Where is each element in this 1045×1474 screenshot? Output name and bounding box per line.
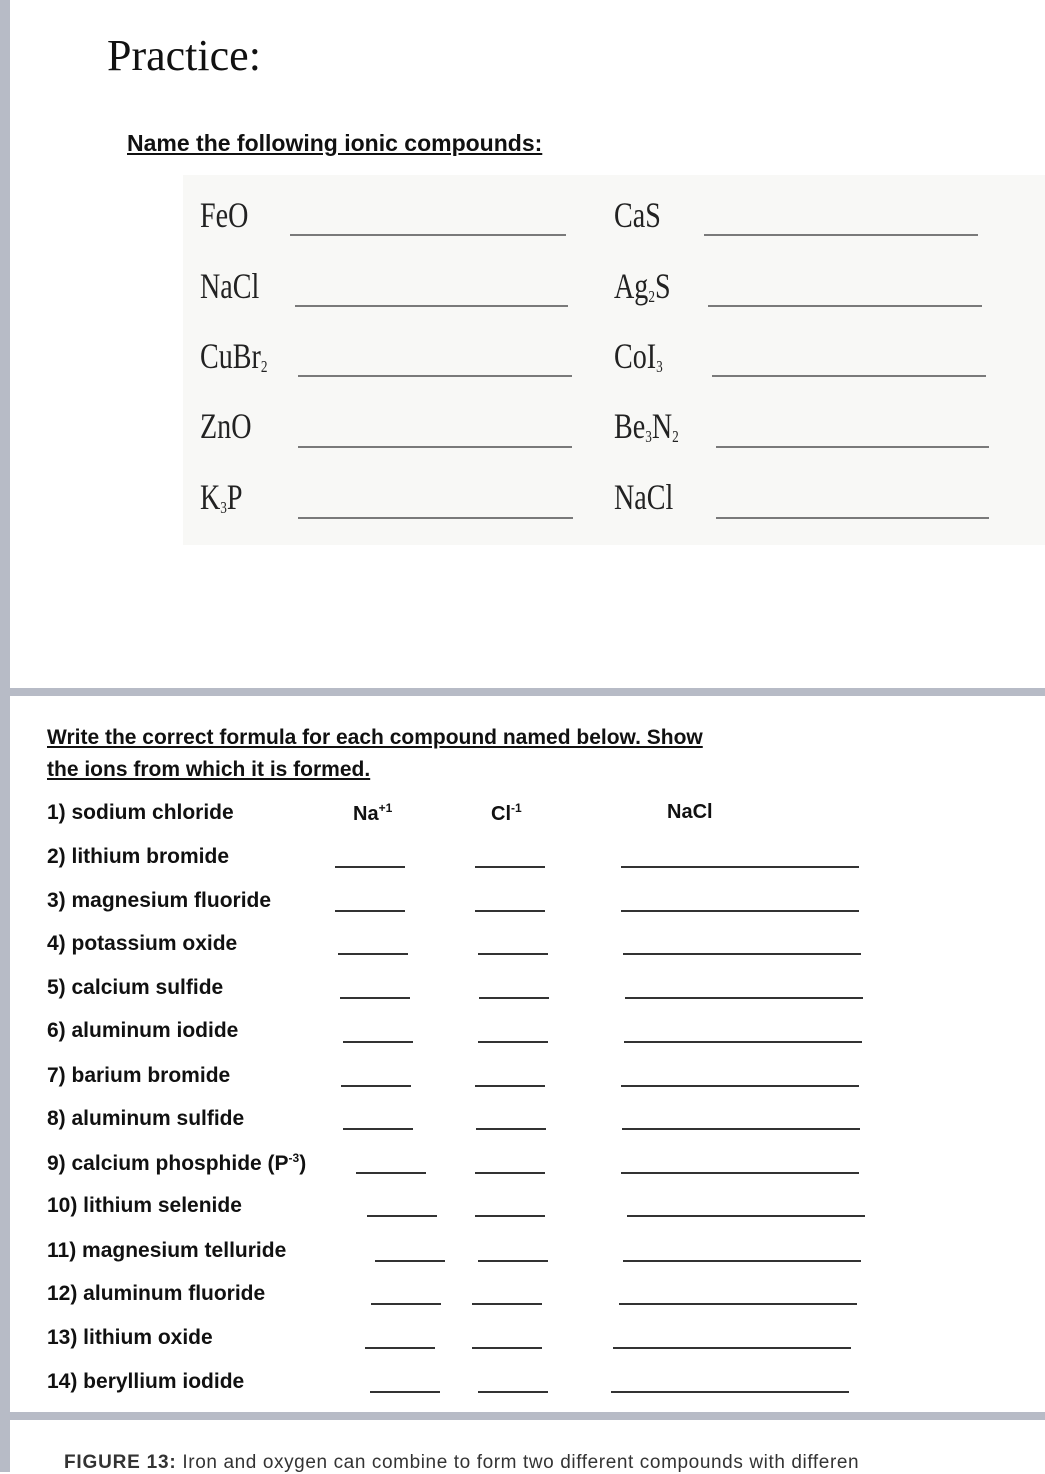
section2-heading-line1: Write the correct formula for each compound named below. Show [47, 726, 703, 749]
formula-blank[interactable] [623, 1260, 861, 1262]
formula-right-3: CoI$_3$ [614, 336, 663, 376]
item-label: 8) aluminum sulfide [47, 1107, 245, 1130]
formula-right-5: NaCl [614, 477, 674, 517]
anion-blank[interactable] [478, 1041, 548, 1043]
answer-line[interactable] [298, 446, 572, 448]
formula-right-4: $Be_3N_2$ [614, 406, 679, 446]
formula-left-3: CuBr$_2$ [200, 336, 268, 376]
page-title: Practice: [107, 31, 261, 80]
item-label: 6) aluminum iodide [47, 1019, 239, 1042]
answer-line[interactable] [704, 234, 978, 236]
cation-blank[interactable] [341, 1085, 411, 1087]
left-rail [0, 0, 10, 1472]
cation-blank[interactable] [335, 866, 405, 868]
formula-blank[interactable] [621, 910, 859, 912]
section2-heading-line2: the ions from which it is formed. [47, 758, 371, 781]
anion-blank[interactable] [475, 1172, 545, 1174]
cation-blank[interactable] [367, 1215, 437, 1217]
anion-blank[interactable] [478, 1391, 548, 1393]
item-label: 13) lithium oxide [47, 1326, 213, 1349]
section-divider [10, 1412, 1045, 1420]
item-label: 10) lithium selenide [47, 1194, 242, 1217]
formula-left-1: FeO [200, 195, 249, 235]
cation-blank[interactable] [340, 997, 410, 999]
formula-blank[interactable] [619, 1303, 857, 1305]
answer-line[interactable] [712, 375, 986, 377]
formula-blank[interactable] [622, 1128, 860, 1130]
cation-blank[interactable] [338, 953, 408, 955]
item-1-label: 1) sodium chloride [47, 801, 234, 824]
cation-blank[interactable] [335, 910, 405, 912]
item-label: 7) barium bromide [47, 1064, 231, 1087]
formula-right-2: $Ag_2S$ [614, 266, 671, 306]
item-label: 5) calcium sulfide [47, 976, 224, 999]
answer-line[interactable] [298, 375, 572, 377]
formula-blank[interactable] [625, 997, 863, 999]
answer-line[interactable] [295, 305, 568, 307]
anion-blank[interactable] [475, 866, 545, 868]
formula-blank[interactable] [611, 1391, 849, 1393]
anion-blank[interactable] [478, 953, 548, 955]
formula-blank[interactable] [621, 1085, 859, 1087]
answer-line[interactable] [716, 446, 989, 448]
anion-blank[interactable] [475, 1085, 545, 1087]
cation-blank[interactable] [343, 1041, 413, 1043]
answer-line[interactable] [708, 305, 982, 307]
anion-blank[interactable] [479, 997, 549, 999]
section1-heading: Name the following ionic compounds: [127, 130, 543, 156]
answer-line[interactable] [298, 517, 573, 519]
cation-blank[interactable] [356, 1172, 426, 1174]
cation-blank[interactable] [343, 1128, 413, 1130]
cation-blank[interactable] [375, 1260, 445, 1262]
formula-left-2: NaCl [200, 266, 260, 306]
formula-blank[interactable] [621, 1172, 859, 1174]
anion-blank[interactable] [475, 1215, 545, 1217]
answer-line[interactable] [290, 234, 566, 236]
example-cation: $Na^{+1}$ [353, 801, 393, 825]
item-label: 3) magnesium fluoride [47, 889, 272, 912]
anion-blank[interactable] [475, 910, 545, 912]
cation-blank[interactable] [365, 1347, 435, 1349]
figure-caption: FIGURE 13: Iron and oxygen can combine to form two different compounds with differen [64, 1452, 860, 1473]
anion-blank[interactable] [476, 1128, 546, 1130]
item-label: 12) aluminum fluoride [47, 1282, 266, 1305]
formula-left-4: ZnO [200, 406, 252, 446]
formula-blank[interactable] [623, 953, 861, 955]
formula-left-5: $K_3P$ [200, 477, 243, 517]
item-label: 2) lithium bromide [47, 845, 230, 868]
formula-right-1: CaS [614, 195, 661, 235]
formula-blank[interactable] [613, 1347, 851, 1349]
anion-blank[interactable] [472, 1347, 542, 1349]
answer-line[interactable] [716, 517, 989, 519]
item-label: 4) potassium oxide [47, 932, 238, 955]
item-label: 11) magnesium telluride [47, 1239, 287, 1262]
formula-blank[interactable] [624, 1041, 862, 1043]
formula-blank[interactable] [621, 866, 859, 868]
formula-blank[interactable] [627, 1215, 865, 1217]
item-label: 9) calcium phosphide $(P^{-3})$ [47, 1151, 307, 1175]
item-label: 14) beryllium iodide [47, 1370, 245, 1393]
cation-blank[interactable] [370, 1391, 440, 1393]
anion-blank[interactable] [478, 1260, 548, 1262]
anion-blank[interactable] [472, 1303, 542, 1305]
example-anion: $Cl^{-1}$ [491, 801, 522, 825]
example-formula: NaCl [667, 801, 713, 823]
section-divider [10, 688, 1045, 696]
cation-blank[interactable] [371, 1303, 441, 1305]
